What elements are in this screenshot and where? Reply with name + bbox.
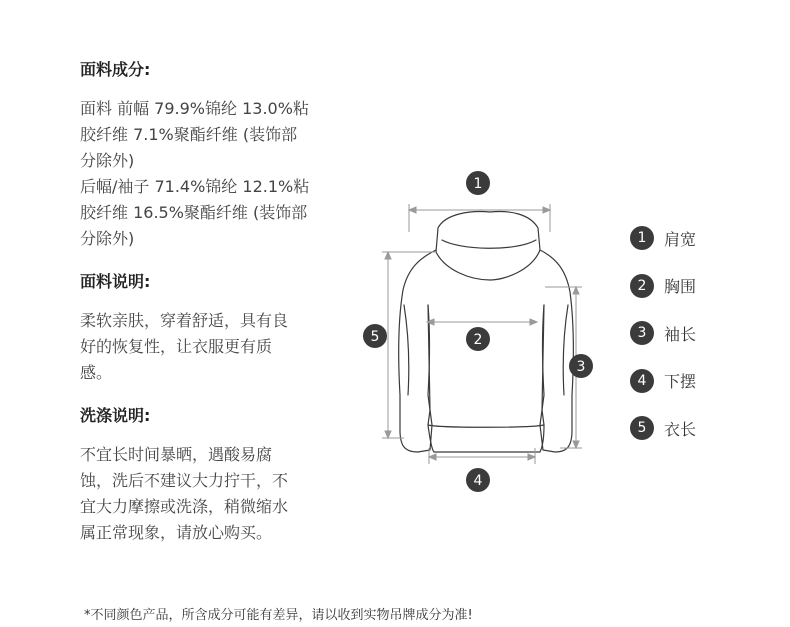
diagram-marker-2: [466, 327, 490, 351]
legend-label: 肩宽: [664, 229, 697, 249]
legend-item-shoulder: [630, 226, 696, 250]
diagram-marker-4: [466, 468, 490, 492]
svg-text:4: 4: [473, 473, 483, 489]
svg-text:1: 1: [473, 176, 483, 192]
diagram-marker-5: [363, 324, 387, 348]
number-badge-icon: 5: [630, 416, 654, 440]
footnote: *不同颜色产品，所含成分可能有差异，请以收到实物吊牌成分为准!: [84, 608, 473, 623]
legend-label: 下摆: [664, 372, 697, 391]
sweater-measurement-diagram: [355, 160, 605, 500]
diagram-marker-1: [466, 171, 490, 195]
svg-text:5: 5: [370, 329, 380, 345]
info-column: [80, 58, 350, 564]
legend-label: 胸围: [664, 277, 697, 296]
fabric-text: 面料 前幅 79.9%锦纶 13.0%粘 胶纤维 7.1%聚酯纤维 (装饰部 分除外) 后幅/袖子 71.4%锦纶 12.1%粘 胶纤维 16.5%聚酯纤维 (装饰部 分除外): [80, 99, 310, 248]
diagram-marker-3: [569, 354, 593, 378]
washing-text: 不宜长时间暴晒，遇酸易腐 蚀，洗后不建议大力拧干，不 宜大力摩擦或洗涤，稍微缩水 属正常现象，请放心购买。: [80, 445, 289, 542]
legend-item-sleeve: [630, 321, 696, 345]
legend-item-length: [630, 416, 696, 440]
legend-item-chest: [630, 274, 696, 298]
legend-item-hem: [630, 369, 696, 393]
washing-heading: 洗涤说明:: [80, 406, 151, 425]
legend-label: 袖长: [664, 324, 697, 344]
svg-text:2: 2: [473, 332, 483, 348]
legend-label: 衣长: [664, 419, 697, 439]
number-badge-icon: 1: [630, 226, 654, 250]
number-badge-icon: 3: [630, 321, 654, 345]
number-badge-icon: 2: [630, 274, 654, 298]
measurement-legend: [630, 226, 696, 464]
description-heading: 面料说明:: [80, 272, 151, 291]
number-badge-icon: 4: [630, 369, 654, 393]
fabric-heading: 面料成分:: [80, 60, 151, 79]
svg-text:3: 3: [576, 359, 586, 375]
description-text: 柔软亲肤，穿着舒适，具有良 好的恢复性，让衣服更有质 感。: [80, 311, 289, 382]
